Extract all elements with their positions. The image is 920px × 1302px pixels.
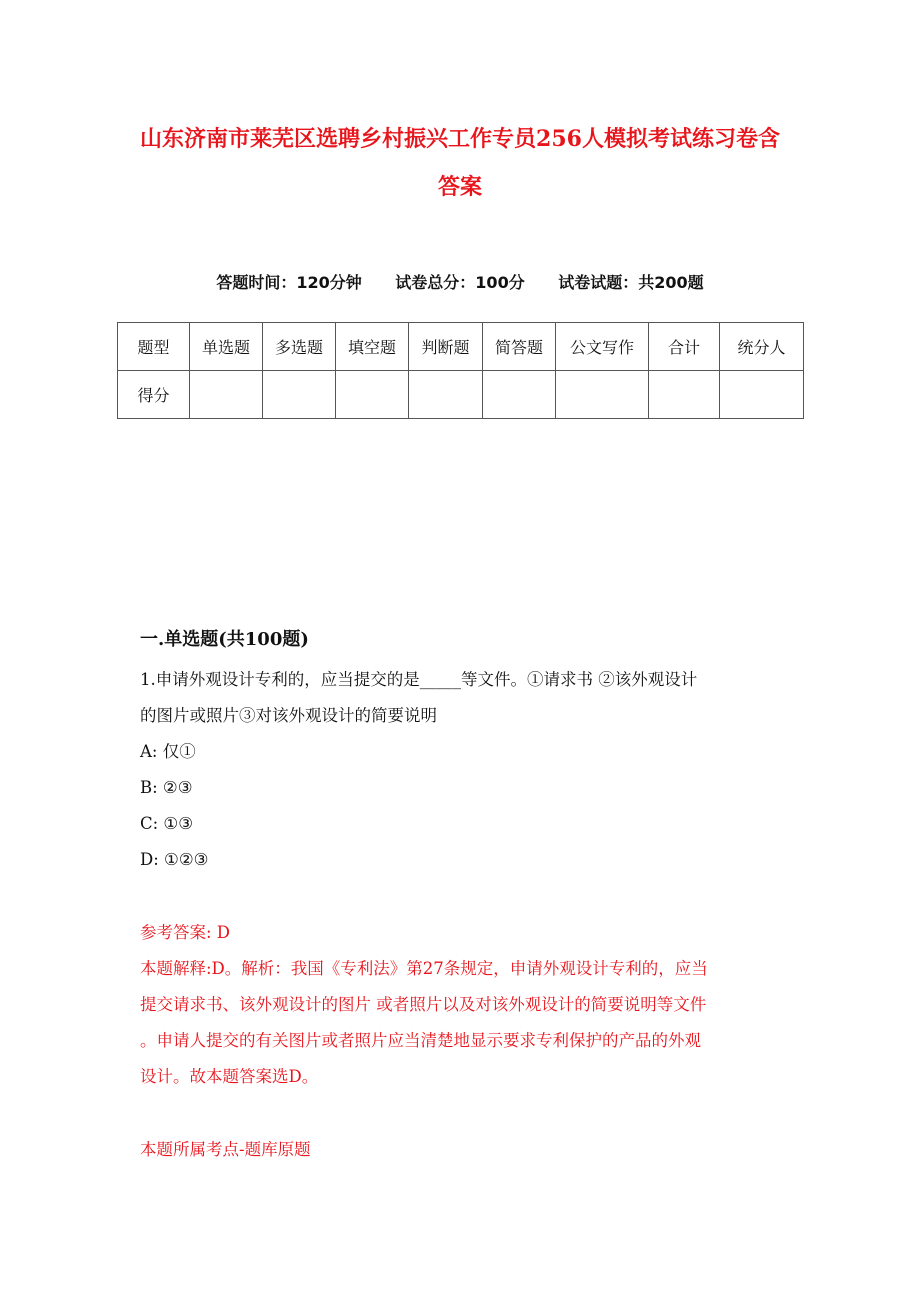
- score-cell: [263, 371, 336, 419]
- score-cell: [720, 371, 804, 419]
- exam-info: [0, 270, 920, 293]
- table-header: 多选题: [263, 323, 336, 371]
- table-row: [118, 371, 804, 419]
- exam-count: 试卷试题：共200题: [558, 273, 704, 292]
- score-table: [117, 322, 804, 419]
- score-cell: [483, 371, 556, 419]
- table-header: 合计: [649, 323, 720, 371]
- explanation-line: 提交请求书、该外观设计的图片 或者照片以及对该外观设计的简要说明等文件: [140, 995, 707, 1014]
- explanation-line: 本题解释:D。解析：我国《专利法》第27条规定，申请外观设计专利的，应当: [140, 959, 708, 978]
- score-cell: [649, 371, 720, 419]
- question-text: 的图片或照片③对该外观设计的简要说明: [140, 706, 437, 725]
- score-cell: [190, 371, 263, 419]
- table-header: 判断题: [409, 323, 483, 371]
- table-header: 题型: [118, 323, 190, 371]
- row-label: 得分: [118, 371, 190, 419]
- score-cell: [556, 371, 649, 419]
- explanation-line: 设计。故本题答案选D。: [140, 1067, 319, 1086]
- table-header: 公文写作: [556, 323, 649, 371]
- table-header: 简答题: [483, 323, 556, 371]
- exam-total: 试卷总分：100分: [395, 273, 525, 292]
- reference-answer: 参考答案: D: [140, 923, 231, 942]
- exam-time: 答题时间：120分钟: [216, 273, 362, 292]
- table-header: 统分人: [720, 323, 804, 371]
- section-heading: 一.单选题(共100题): [140, 629, 309, 650]
- option-d: D: ①②③: [140, 850, 209, 869]
- doc-title-line1: 山东济南市莱芜区选聘乡村振兴工作专员256人模拟考试练习卷含: [140, 126, 780, 152]
- option-a: A: 仅①: [140, 742, 196, 761]
- option-c: C: ①③: [140, 814, 194, 833]
- table-header: 填空题: [336, 323, 409, 371]
- topic-note: 本题所属考点-题库原题: [140, 1140, 311, 1159]
- table-header: 单选题: [190, 323, 263, 371]
- explanation-line: 。申请人提交的有关图片或者照片应当清楚地显示要求专利保护的产品的外观: [140, 1031, 701, 1050]
- score-cell: [409, 371, 483, 419]
- doc-title-line2: 答案: [437, 174, 482, 200]
- option-b: B: ②③: [140, 778, 193, 797]
- score-cell: [336, 371, 409, 419]
- table-header-row: [118, 323, 804, 371]
- question-text: 1.申请外观设计专利的，应当提交的是_____等文件。①请求书 ②该外观设计: [140, 670, 698, 689]
